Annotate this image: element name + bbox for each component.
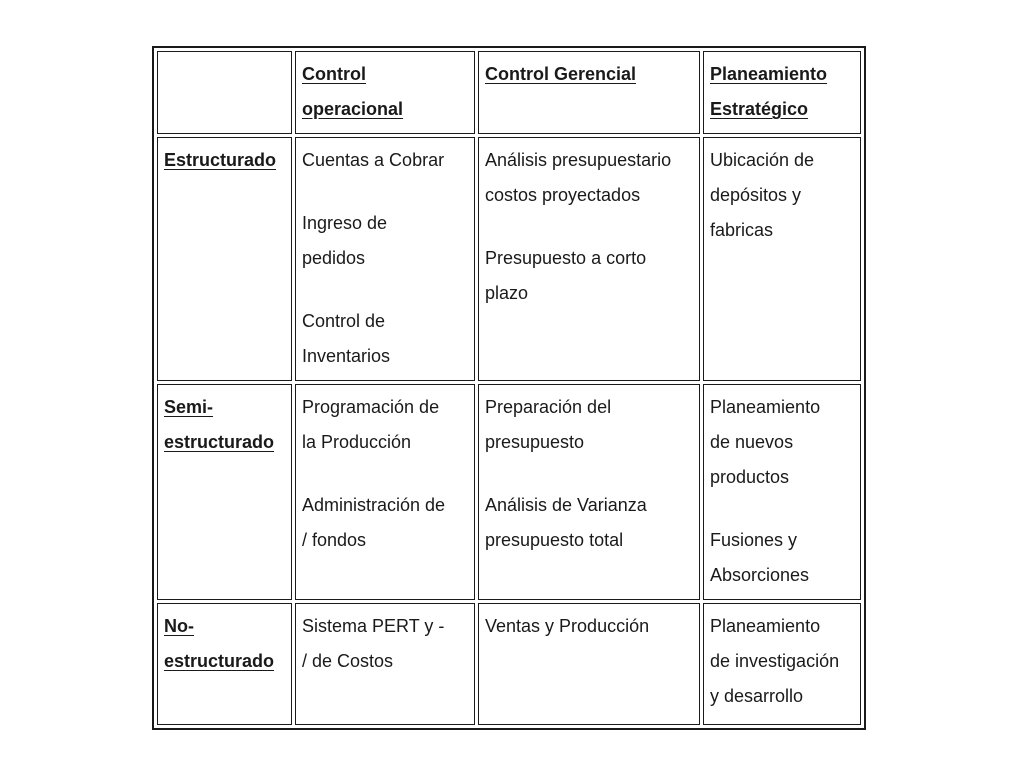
cell-entry: Ventas y Producción: [485, 616, 650, 636]
row-estructurado: [157, 137, 861, 381]
row-label-cell: [157, 137, 292, 381]
cell-entry: Presupuesto a corto plazo: [485, 248, 647, 303]
cell-entry: Control de Inventarios: [302, 311, 391, 366]
row-label: Semi- estructurado: [164, 397, 275, 452]
cell-entry: Ingreso de pedidos: [302, 213, 388, 268]
cell-entry: Planeamiento de investigación y desarrollo: [710, 616, 840, 706]
cell-no-estrategico: [703, 603, 861, 725]
row-label: Estructurado: [164, 150, 277, 170]
header-control-operacional: [295, 51, 475, 134]
cell-semi-operacional: [295, 384, 475, 600]
decision-matrix-table: [152, 46, 866, 730]
cell-entry: Preparación del presupuesto: [485, 397, 612, 452]
cell-estructurado-estrategico: [703, 137, 861, 381]
row-label: No- estructurado: [164, 616, 275, 671]
cell-estructurado-operacional: [295, 137, 475, 381]
cell-entry: Ubicación de depósitos y fabricas: [710, 150, 815, 240]
row-label-cell: [157, 384, 292, 600]
cell-estructurado-gerencial: [478, 137, 700, 381]
row-semi-estructurado: [157, 384, 861, 600]
header-control-gerencial: [478, 51, 700, 134]
cell-entry: Programación de la Producción: [302, 397, 440, 452]
cell-semi-estrategico: [703, 384, 861, 600]
header-row: [157, 51, 861, 134]
cell-entry: Sistema PERT y - / de Costos: [302, 616, 445, 671]
row-label-cell: [157, 603, 292, 725]
cell-entry: Cuentas a Cobrar: [302, 150, 445, 170]
row-no-estructurado: [157, 603, 861, 725]
header-text: Planeamiento Estratégico: [710, 64, 828, 119]
cell-semi-gerencial: [478, 384, 700, 600]
cell-entry: Análisis de Varianza presupuesto total: [485, 495, 647, 550]
cell-no-operacional: [295, 603, 475, 725]
header-text: Control Gerencial: [485, 64, 637, 84]
header-planeamiento-estrategico: [703, 51, 861, 134]
cell-entry: Planeamiento de nuevos productos: [710, 397, 821, 487]
cell-entry: Fusiones y Absorciones: [710, 530, 810, 585]
cell-entry: Análisis presupuestario costos proyectados: [485, 150, 672, 205]
cell-no-gerencial: [478, 603, 700, 725]
cell-entry: Administración de / fondos: [302, 495, 446, 550]
corner-cell: [157, 51, 292, 134]
header-text: Control operacional: [302, 64, 404, 119]
